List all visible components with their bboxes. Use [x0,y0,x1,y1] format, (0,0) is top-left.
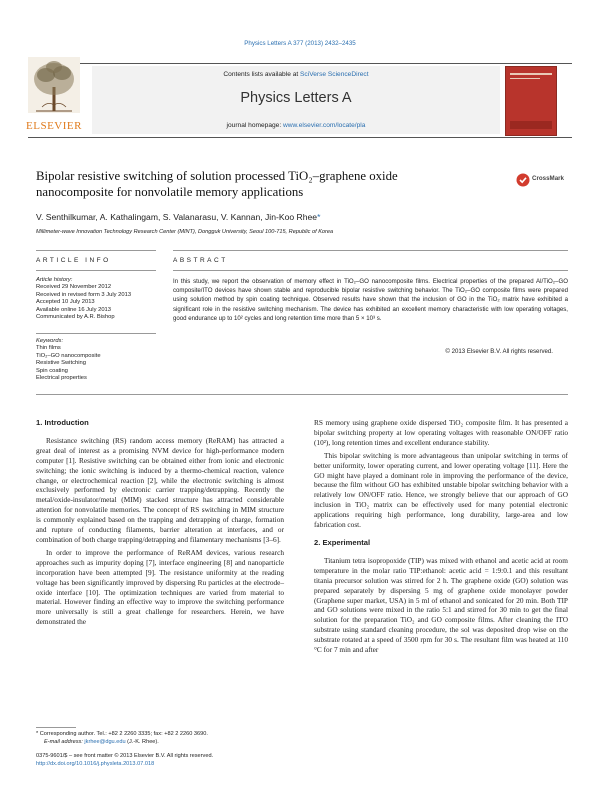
article-title-line-1: Bipolar resistive switching of solution processed TiO₂–graphene oxide [36,169,398,183]
section-heading-introduction: 1. Introduction [36,418,89,427]
author-list [36,212,556,222]
footnote [36,730,296,768]
homepage-line [92,122,500,129]
journal-cover-thumbnail[interactable] [505,66,557,136]
right-paragraph-2: This bipolar switching is more advantageous than unipolar switching in terms of better uniformity, lower operating current, and lower operating voltage [11]. Here the GO might have played a dominant role in improving the performance of the device, because the film without GO has exhibited unstable bipolar switching behavior with a relatively low ON/OFF ratio. Hence, we strongly believe that our approach of GO inclusion in TiO₂ matrix can be effectively used for many potential electronic applications requiring high performance, long durability, large-area and low fabrication cost. [314,450,568,530]
authors-text: V. Senthilkumar, A. Kathalingam, S. Valanarasu, V. Kannan, Jin-Koo Rhee [36,212,318,222]
keyword-item: TiO₂–GO nanocomposite [36,352,101,359]
info-top-rule-right [173,250,568,251]
article-title [36,168,506,200]
email-label: E-mail address: [44,739,83,745]
intro-paragraph-1: Resistance switching (RS) random access memory (ReRAM) has attracted a great deal of interest as a promising NVM device for high-performance modern computer [1]. Resistive switching can be obtained either from ionic and electronic switching; the ionic switching is induced by a thermo-chemical reaction, valence change, or electrochemical reaction [2], while the electronic switching is almost exclusively performed by electronic carrier trapping/detrapping. Recently the metal/oxide-insulator/metal (MIM) stacked structure has attracted considerable attention for nonvolatile memories. The concept of RS switching in MIM structure is commonly explained based on the trapping and detrapping of charge, formation and rupture of conducting filaments, barrier alteration at interfaces, and or combination of both charge trapping/detrapping and filamentary mechanisms [3–6]. [36,435,284,544]
sciencedirect-link[interactable]: SciVerse ScienceDirect [300,71,369,78]
footnote-email [36,738,296,746]
email-link[interactable]: jkrhee@dgu.edu [84,739,126,745]
header-bottom-rule [28,137,572,138]
crossmark-icon [516,173,530,187]
info-sub-rule-left [36,270,156,271]
publisher-wordmark: ELSEVIER [26,120,82,132]
right-paragraph-3: Titanium tetra isopropoxide (TIP) was mixed with ethanol and acetic acid at room temperature in the molar ratio TIP:ethanol: acetic acid = 1:9:0.1 and this resultant titania precursor solution was stirred for 2 h. The graphene oxide (GO) solution was prepared separately by dispersing 5 mg of graphene oxide monolayer powder (Graphene super market, USA) in 5 ml of ethanol and sonicated for 20 min. Both TIP and GO solutions were mixed in the ratio 5:1 and stirred for 30 min to get the final solution for the preparation TiO₂ and GO composite films. After cleaning the ITO substrate using standard cleaning procedure, the sol was deposited drop wise on the substrate rotated at a speed of 3500 rpm for 30 s. The resultant film was heated at 110 °C for 7 min and after [314,555,568,655]
footnote-rule [36,727,76,728]
crossmark-label: CrossMark [532,175,564,182]
homepage-link[interactable]: www.elsevier.com/locate/pla [282,122,366,129]
contents-line [92,71,500,78]
left-column [36,418,284,630]
article-info-label: ARTICLE INFO [36,257,111,264]
info-top-rule-left [36,250,156,251]
right-column [314,418,568,658]
footnote-corresponding [36,730,296,738]
footnote-mark: * [36,731,39,737]
article-history [36,277,161,321]
email-suffix: (J.-K. Rhee). [127,739,159,745]
intro-paragraph-2: In order to improve the performance of ReRAM devices, various research approaches such as impurity doping [7], interface engineering [8] and nanoparticle incorporation have been attempted [9]. The resistance uniformity at the reading voltage has been significantly improved by dispersing Ru particles at the electrode–oxide interface [10]. The optimization techniques are varied from material to material. However finding an effective way to improve the switching performance more universally is still a great challenge for researchers. Herein, we have demonstrated the [36,547,284,627]
doi-link[interactable]: http://dx.doi.org/10.1016/j.physleta.2013.07.018 [36,761,155,767]
corresponding-author-mark[interactable]: * [317,212,321,222]
history-item: Communicated by A.R. Bishop [36,314,115,321]
header-top-rule [28,63,572,64]
elsevier-tree-logo [28,57,80,121]
affiliation: Millimeter-wave Innovation Technology Research Center (MINT), Dongguk University, Seoul 100-715, Republic of Korea [36,229,334,235]
history-item: Received 29 November 2012 [36,284,112,291]
journal-title: Physics Letters A [240,90,352,106]
article-title-line-2: nanocomposite for nonvolatile memory applications [36,185,304,199]
keyword-item: Resistive Switching [36,360,86,367]
history-item: Available online 16 July 2013 [36,306,111,313]
section-heading-experimental: 2. Experimental [314,537,371,547]
abstract-copyright: © 2013 Elsevier B.V. All rights reserved. [445,348,553,355]
info-sub-rule-right [173,270,568,271]
history-keywords-divider [36,333,156,334]
crossmark-badge[interactable] [516,172,572,188]
keywords-label: Keywords: [36,338,64,344]
issn-line: 0375-9601/$ – see front matter © 2013 Elsevier B.V. All rights reserved. [36,753,214,759]
journal-reference[interactable]: Physics Letters A 377 (2013) 2432–2435 [244,40,356,47]
contents-prefix: Contents lists available at [223,71,301,78]
footnote-corresponding-text: Corresponding author. Tel.: +82 2 2260 3335; fax: +82 2 2260 3690. [39,731,208,737]
keyword-item: Electrical properties [36,375,87,382]
history-item: Received in revised form 3 July 2013 [36,291,132,298]
history-label: Article history: [36,277,73,283]
history-item: Accepted 10 July 2013 [36,299,95,306]
abstract-text: In this study, we report the observation of memory effect in TiO₂–GO nanocomposite films. Electrical properties of the prepared Al/TiO₂–GO composite/ITO devices have shown stable and reproducible bipolar resistive switching behavior. The TiO₂–GO composite films were prepared using solution method by spin coating technique. Observed results have shown that the inclusion of GO in the TiO₂ matrix have exhibited a significant role in the resistive switching mechanism. The device has exhibited an excellent memory characteristic with low operating voltages, good endurance up to 10² cycles and long retention time more than 5 × 10³ s. [173,278,568,322]
right-paragraph-1: RS memory using graphene oxide dispersed TiO₂ composite film. It has presented a bipolar switching property at low operating voltages with reasonable ON/OFF ratio (10²), long retention times and excellent endurance stability. [314,418,568,447]
keyword-item: Thin films [36,345,61,352]
abstract-label: ABSTRACT [173,257,228,264]
keyword-item: Spin coating [36,367,68,374]
keywords [36,338,161,382]
info-bottom-rule [36,394,568,395]
homepage-prefix: journal homepage: [226,122,283,129]
